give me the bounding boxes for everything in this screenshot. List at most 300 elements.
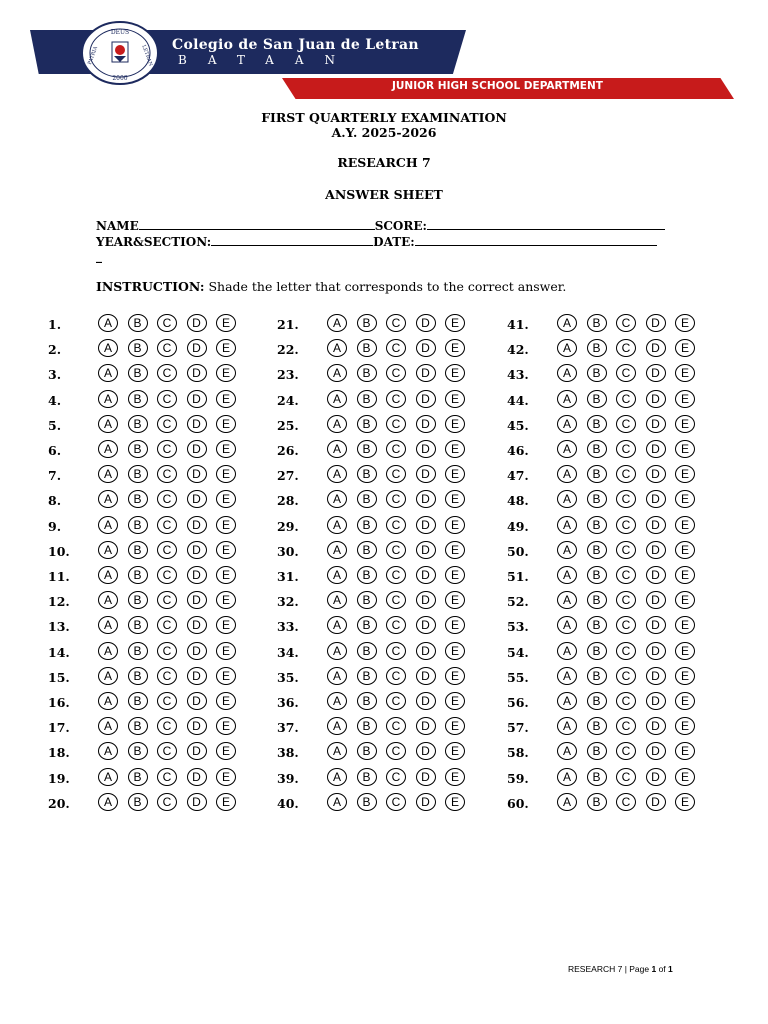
choice-bubble-c[interactable]: C [386,742,406,760]
choice-bubble-d[interactable]: D [646,516,666,534]
choice-bubble-b[interactable]: B [357,591,377,609]
choice-bubble-e[interactable]: E [675,541,695,559]
choice-bubble-c[interactable]: C [386,566,406,584]
choice-bubble-b[interactable]: B [357,742,377,760]
choice-bubble-a[interactable]: A [327,390,347,408]
choice-bubble-d[interactable]: D [187,642,207,660]
choice-bubble-a[interactable]: A [557,415,577,433]
choice-bubble-c[interactable]: C [386,465,406,483]
choice-bubble-d[interactable]: D [416,768,436,786]
choice-bubble-e[interactable]: E [445,541,465,559]
choice-bubble-a[interactable]: A [557,591,577,609]
choice-bubble-e[interactable]: E [675,465,695,483]
choice-bubble-d[interactable]: D [416,667,436,685]
choice-bubble-c[interactable]: C [157,692,177,710]
choice-bubble-b[interactable]: B [587,516,607,534]
choice-bubble-d[interactable]: D [416,642,436,660]
choice-bubble-a[interactable]: A [98,768,118,786]
choice-bubble-a[interactable]: A [557,717,577,735]
choice-bubble-e[interactable]: E [445,768,465,786]
choice-bubble-e[interactable]: E [675,440,695,458]
choice-bubble-d[interactable]: D [416,465,436,483]
choice-bubble-b[interactable]: B [357,516,377,534]
choice-bubble-c[interactable]: C [157,415,177,433]
choice-bubble-a[interactable]: A [98,717,118,735]
choice-bubble-b[interactable]: B [357,440,377,458]
choice-bubble-d[interactable]: D [416,717,436,735]
choice-bubble-b[interactable]: B [587,768,607,786]
choice-bubble-e[interactable]: E [445,591,465,609]
choice-bubble-b[interactable]: B [128,692,148,710]
choice-bubble-b[interactable]: B [128,667,148,685]
choice-bubble-d[interactable]: D [187,566,207,584]
choice-bubble-a[interactable]: A [327,642,347,660]
choice-bubble-b[interactable]: B [357,415,377,433]
choice-bubble-d[interactable]: D [646,692,666,710]
choice-bubble-a[interactable]: A [557,390,577,408]
choice-bubble-a[interactable]: A [327,793,347,811]
choice-bubble-e[interactable]: E [216,339,236,357]
choice-bubble-b[interactable]: B [128,642,148,660]
choice-bubble-d[interactable]: D [646,616,666,634]
choice-bubble-c[interactable]: C [386,692,406,710]
choice-bubble-b[interactable]: B [357,768,377,786]
choice-bubble-c[interactable]: C [157,516,177,534]
choice-bubble-d[interactable]: D [416,390,436,408]
choice-bubble-b[interactable]: B [357,616,377,634]
choice-bubble-c[interactable]: C [157,642,177,660]
choice-bubble-e[interactable]: E [445,415,465,433]
choice-bubble-a[interactable]: A [98,465,118,483]
choice-bubble-d[interactable]: D [187,717,207,735]
name-field[interactable] [96,217,665,233]
choice-bubble-c[interactable]: C [616,667,636,685]
choice-bubble-b[interactable]: B [587,440,607,458]
choice-bubble-a[interactable]: A [98,566,118,584]
choice-bubble-e[interactable]: E [675,314,695,332]
choice-bubble-e[interactable]: E [675,616,695,634]
choice-bubble-a[interactable]: A [327,339,347,357]
choice-bubble-c[interactable]: C [616,616,636,634]
choice-bubble-c[interactable]: C [157,440,177,458]
choice-bubble-d[interactable]: D [646,390,666,408]
choice-bubble-a[interactable]: A [327,667,347,685]
choice-bubble-c[interactable]: C [157,616,177,634]
choice-bubble-a[interactable]: A [98,642,118,660]
choice-bubble-a[interactable]: A [98,692,118,710]
choice-bubble-d[interactable]: D [416,440,436,458]
choice-bubble-b[interactable]: B [128,364,148,382]
choice-bubble-a[interactable]: A [327,768,347,786]
choice-bubble-b[interactable]: B [587,742,607,760]
choice-bubble-d[interactable]: D [646,768,666,786]
choice-bubble-a[interactable]: A [98,364,118,382]
name-line[interactable] [139,217,375,230]
choice-bubble-d[interactable]: D [187,314,207,332]
choice-bubble-e[interactable]: E [216,490,236,508]
choice-bubble-b[interactable]: B [587,566,607,584]
choice-bubble-c[interactable]: C [616,490,636,508]
choice-bubble-d[interactable]: D [416,415,436,433]
choice-bubble-b[interactable]: B [587,541,607,559]
choice-bubble-d[interactable]: D [646,339,666,357]
choice-bubble-c[interactable]: C [157,364,177,382]
choice-bubble-e[interactable]: E [216,793,236,811]
choice-bubble-d[interactable]: D [646,742,666,760]
choice-bubble-c[interactable]: C [616,415,636,433]
choice-bubble-a[interactable]: A [557,768,577,786]
choice-bubble-d[interactable]: D [416,490,436,508]
choice-bubble-d[interactable]: D [416,692,436,710]
choice-bubble-a[interactable]: A [98,616,118,634]
choice-bubble-c[interactable]: C [616,692,636,710]
choice-bubble-b[interactable]: B [128,314,148,332]
choice-bubble-e[interactable]: E [445,692,465,710]
choice-bubble-d[interactable]: D [646,490,666,508]
choice-bubble-e[interactable]: E [445,390,465,408]
choice-bubble-e[interactable]: E [216,440,236,458]
choice-bubble-b[interactable]: B [587,642,607,660]
year-section-field[interactable] [96,233,657,249]
choice-bubble-c[interactable]: C [157,717,177,735]
choice-bubble-c[interactable]: C [616,717,636,735]
choice-bubble-e[interactable]: E [675,591,695,609]
choice-bubble-b[interactable]: B [128,490,148,508]
choice-bubble-e[interactable]: E [445,642,465,660]
choice-bubble-d[interactable]: D [187,591,207,609]
choice-bubble-a[interactable]: A [98,793,118,811]
choice-bubble-d[interactable]: D [187,667,207,685]
choice-bubble-e[interactable]: E [216,768,236,786]
choice-bubble-c[interactable]: C [616,314,636,332]
choice-bubble-e[interactable]: E [216,616,236,634]
choice-bubble-b[interactable]: B [587,364,607,382]
choice-bubble-c[interactable]: C [616,390,636,408]
choice-bubble-b[interactable]: B [128,591,148,609]
choice-bubble-d[interactable]: D [187,742,207,760]
choice-bubble-e[interactable]: E [216,591,236,609]
choice-bubble-d[interactable]: D [416,516,436,534]
choice-bubble-a[interactable]: A [98,490,118,508]
choice-bubble-d[interactable]: D [187,793,207,811]
choice-bubble-c[interactable]: C [386,440,406,458]
choice-bubble-b[interactable]: B [357,717,377,735]
choice-bubble-e[interactable]: E [675,793,695,811]
choice-bubble-e[interactable]: E [216,465,236,483]
choice-bubble-c[interactable]: C [616,768,636,786]
choice-bubble-c[interactable]: C [386,717,406,735]
choice-bubble-e[interactable]: E [216,541,236,559]
choice-bubble-b[interactable]: B [128,566,148,584]
choice-bubble-c[interactable]: C [157,314,177,332]
choice-bubble-c[interactable]: C [157,742,177,760]
choice-bubble-a[interactable]: A [557,692,577,710]
choice-bubble-e[interactable]: E [445,566,465,584]
choice-bubble-c[interactable]: C [616,591,636,609]
choice-bubble-d[interactable]: D [416,591,436,609]
choice-bubble-d[interactable]: D [187,541,207,559]
choice-bubble-a[interactable]: A [557,667,577,685]
choice-bubble-e[interactable]: E [216,742,236,760]
choice-bubble-c[interactable]: C [386,616,406,634]
choice-bubble-e[interactable]: E [445,440,465,458]
choice-bubble-b[interactable]: B [128,465,148,483]
year-section-line[interactable] [211,233,373,246]
choice-bubble-d[interactable]: D [646,465,666,483]
choice-bubble-e[interactable]: E [675,390,695,408]
choice-bubble-b[interactable]: B [357,339,377,357]
choice-bubble-c[interactable]: C [386,591,406,609]
choice-bubble-b[interactable]: B [357,642,377,660]
choice-bubble-d[interactable]: D [416,793,436,811]
choice-bubble-b[interactable]: B [587,793,607,811]
choice-bubble-e[interactable]: E [675,364,695,382]
choice-bubble-e[interactable]: E [445,667,465,685]
choice-bubble-e[interactable]: E [216,692,236,710]
choice-bubble-b[interactable]: B [357,541,377,559]
choice-bubble-d[interactable]: D [416,566,436,584]
choice-bubble-e[interactable]: E [675,490,695,508]
choice-bubble-d[interactable]: D [646,566,666,584]
choice-bubble-a[interactable]: A [98,314,118,332]
choice-bubble-d[interactable]: D [646,541,666,559]
choice-bubble-d[interactable]: D [416,616,436,634]
choice-bubble-c[interactable]: C [157,667,177,685]
choice-bubble-b[interactable]: B [357,465,377,483]
choice-bubble-e[interactable]: E [216,516,236,534]
choice-bubble-c[interactable]: C [386,541,406,559]
choice-bubble-e[interactable]: E [216,415,236,433]
choice-bubble-d[interactable]: D [187,415,207,433]
choice-bubble-c[interactable]: C [386,390,406,408]
choice-bubble-e[interactable]: E [675,642,695,660]
choice-bubble-b[interactable]: B [128,440,148,458]
choice-bubble-d[interactable]: D [187,516,207,534]
choice-bubble-d[interactable]: D [646,314,666,332]
choice-bubble-e[interactable]: E [216,314,236,332]
choice-bubble-a[interactable]: A [327,465,347,483]
choice-bubble-d[interactable]: D [187,465,207,483]
choice-bubble-b[interactable]: B [587,616,607,634]
choice-bubble-b[interactable]: B [128,415,148,433]
choice-bubble-e[interactable]: E [675,516,695,534]
choice-bubble-d[interactable]: D [416,742,436,760]
choice-bubble-b[interactable]: B [128,793,148,811]
choice-bubble-c[interactable]: C [616,440,636,458]
choice-bubble-a[interactable]: A [327,616,347,634]
choice-bubble-d[interactable]: D [187,339,207,357]
choice-bubble-a[interactable]: A [98,390,118,408]
choice-bubble-b[interactable]: B [587,591,607,609]
choice-bubble-a[interactable]: A [557,339,577,357]
choice-bubble-a[interactable]: A [327,541,347,559]
choice-bubble-d[interactable]: D [416,541,436,559]
choice-bubble-d[interactable]: D [416,364,436,382]
choice-bubble-b[interactable]: B [357,490,377,508]
choice-bubble-c[interactable]: C [616,465,636,483]
choice-bubble-b[interactable]: B [128,768,148,786]
choice-bubble-e[interactable]: E [445,793,465,811]
choice-bubble-d[interactable]: D [187,364,207,382]
choice-bubble-b[interactable]: B [587,390,607,408]
choice-bubble-c[interactable]: C [386,642,406,660]
choice-bubble-b[interactable]: B [357,364,377,382]
choice-bubble-c[interactable]: C [157,490,177,508]
choice-bubble-c[interactable]: C [386,490,406,508]
date-line[interactable] [415,233,657,246]
choice-bubble-b[interactable]: B [128,390,148,408]
choice-bubble-b[interactable]: B [128,339,148,357]
choice-bubble-b[interactable]: B [587,692,607,710]
choice-bubble-c[interactable]: C [386,516,406,534]
choice-bubble-c[interactable]: C [616,566,636,584]
choice-bubble-c[interactable]: C [616,516,636,534]
choice-bubble-e[interactable]: E [445,339,465,357]
choice-bubble-d[interactable]: D [187,692,207,710]
choice-bubble-e[interactable]: E [675,566,695,584]
choice-bubble-b[interactable]: B [128,516,148,534]
choice-bubble-d[interactable]: D [416,339,436,357]
choice-bubble-d[interactable]: D [187,440,207,458]
choice-bubble-e[interactable]: E [675,717,695,735]
choice-bubble-a[interactable]: A [98,742,118,760]
choice-bubble-c[interactable]: C [157,591,177,609]
choice-bubble-a[interactable]: A [557,465,577,483]
choice-bubble-a[interactable]: A [557,642,577,660]
choice-bubble-c[interactable]: C [157,566,177,584]
choice-bubble-b[interactable]: B [128,717,148,735]
choice-bubble-d[interactable]: D [187,390,207,408]
choice-bubble-b[interactable]: B [357,314,377,332]
choice-bubble-c[interactable]: C [386,364,406,382]
choice-bubble-a[interactable]: A [557,742,577,760]
choice-bubble-e[interactable]: E [216,566,236,584]
choice-bubble-a[interactable]: A [98,415,118,433]
choice-bubble-c[interactable]: C [386,768,406,786]
choice-bubble-b[interactable]: B [357,692,377,710]
choice-bubble-e[interactable]: E [675,415,695,433]
choice-bubble-d[interactable]: D [187,616,207,634]
choice-bubble-d[interactable]: D [187,490,207,508]
choice-bubble-e[interactable]: E [216,364,236,382]
choice-bubble-a[interactable]: A [327,364,347,382]
choice-bubble-e[interactable]: E [675,667,695,685]
choice-bubble-a[interactable]: A [557,541,577,559]
choice-bubble-a[interactable]: A [557,516,577,534]
choice-bubble-d[interactable]: D [646,440,666,458]
choice-bubble-b[interactable]: B [587,415,607,433]
choice-bubble-b[interactable]: B [587,465,607,483]
choice-bubble-d[interactable]: D [646,642,666,660]
choice-bubble-a[interactable]: A [98,667,118,685]
choice-bubble-d[interactable]: D [646,717,666,735]
choice-bubble-a[interactable]: A [557,440,577,458]
choice-bubble-e[interactable]: E [445,742,465,760]
choice-bubble-a[interactable]: A [327,314,347,332]
choice-bubble-d[interactable]: D [646,793,666,811]
choice-bubble-d[interactable]: D [646,364,666,382]
choice-bubble-e[interactable]: E [675,742,695,760]
choice-bubble-a[interactable]: A [327,490,347,508]
choice-bubble-b[interactable]: B [587,717,607,735]
choice-bubble-a[interactable]: A [98,591,118,609]
choice-bubble-c[interactable]: C [157,339,177,357]
choice-bubble-a[interactable]: A [327,440,347,458]
choice-bubble-a[interactable]: A [557,616,577,634]
choice-bubble-c[interactable]: C [157,390,177,408]
choice-bubble-e[interactable]: E [445,516,465,534]
choice-bubble-c[interactable]: C [616,541,636,559]
choice-bubble-b[interactable]: B [587,314,607,332]
choice-bubble-c[interactable]: C [616,793,636,811]
choice-bubble-b[interactable]: B [357,390,377,408]
choice-bubble-a[interactable]: A [327,692,347,710]
choice-bubble-e[interactable]: E [445,465,465,483]
choice-bubble-e[interactable]: E [445,364,465,382]
choice-bubble-d[interactable]: D [416,314,436,332]
score-line[interactable] [427,217,665,230]
choice-bubble-a[interactable]: A [557,566,577,584]
choice-bubble-a[interactable]: A [98,440,118,458]
choice-bubble-a[interactable]: A [557,490,577,508]
choice-bubble-c[interactable]: C [157,541,177,559]
choice-bubble-e[interactable]: E [675,692,695,710]
choice-bubble-c[interactable]: C [157,768,177,786]
choice-bubble-e[interactable]: E [216,642,236,660]
choice-bubble-e[interactable]: E [445,490,465,508]
choice-bubble-c[interactable]: C [386,415,406,433]
choice-bubble-c[interactable]: C [616,339,636,357]
choice-bubble-b[interactable]: B [587,339,607,357]
choice-bubble-d[interactable]: D [187,768,207,786]
choice-bubble-c[interactable]: C [386,793,406,811]
choice-bubble-a[interactable]: A [98,339,118,357]
choice-bubble-e[interactable]: E [445,314,465,332]
choice-bubble-b[interactable]: B [128,742,148,760]
choice-bubble-c[interactable]: C [386,667,406,685]
choice-bubble-a[interactable]: A [327,717,347,735]
choice-bubble-e[interactable]: E [216,717,236,735]
choice-bubble-b[interactable]: B [128,616,148,634]
choice-bubble-d[interactable]: D [646,667,666,685]
choice-bubble-e[interactable]: E [675,768,695,786]
choice-bubble-c[interactable]: C [616,642,636,660]
choice-bubble-d[interactable]: D [646,415,666,433]
choice-bubble-a[interactable]: A [327,591,347,609]
choice-bubble-a[interactable]: A [557,793,577,811]
choice-bubble-a[interactable]: A [327,566,347,584]
choice-bubble-e[interactable]: E [216,667,236,685]
choice-bubble-c[interactable]: C [616,364,636,382]
choice-bubble-c[interactable]: C [157,465,177,483]
choice-bubble-b[interactable]: B [587,490,607,508]
choice-bubble-c[interactable]: C [157,793,177,811]
choice-bubble-e[interactable]: E [216,390,236,408]
choice-bubble-b[interactable]: B [128,541,148,559]
choice-bubble-c[interactable]: C [616,742,636,760]
choice-bubble-e[interactable]: E [675,339,695,357]
choice-bubble-e[interactable]: E [445,616,465,634]
choice-bubble-b[interactable]: B [587,667,607,685]
choice-bubble-d[interactable]: D [646,591,666,609]
choice-bubble-c[interactable]: C [386,339,406,357]
choice-bubble-b[interactable]: B [357,793,377,811]
choice-bubble-a[interactable]: A [98,541,118,559]
choice-bubble-a[interactable]: A [557,364,577,382]
choice-bubble-a[interactable]: A [327,415,347,433]
choice-bubble-b[interactable]: B [357,667,377,685]
choice-bubble-a[interactable]: A [557,314,577,332]
